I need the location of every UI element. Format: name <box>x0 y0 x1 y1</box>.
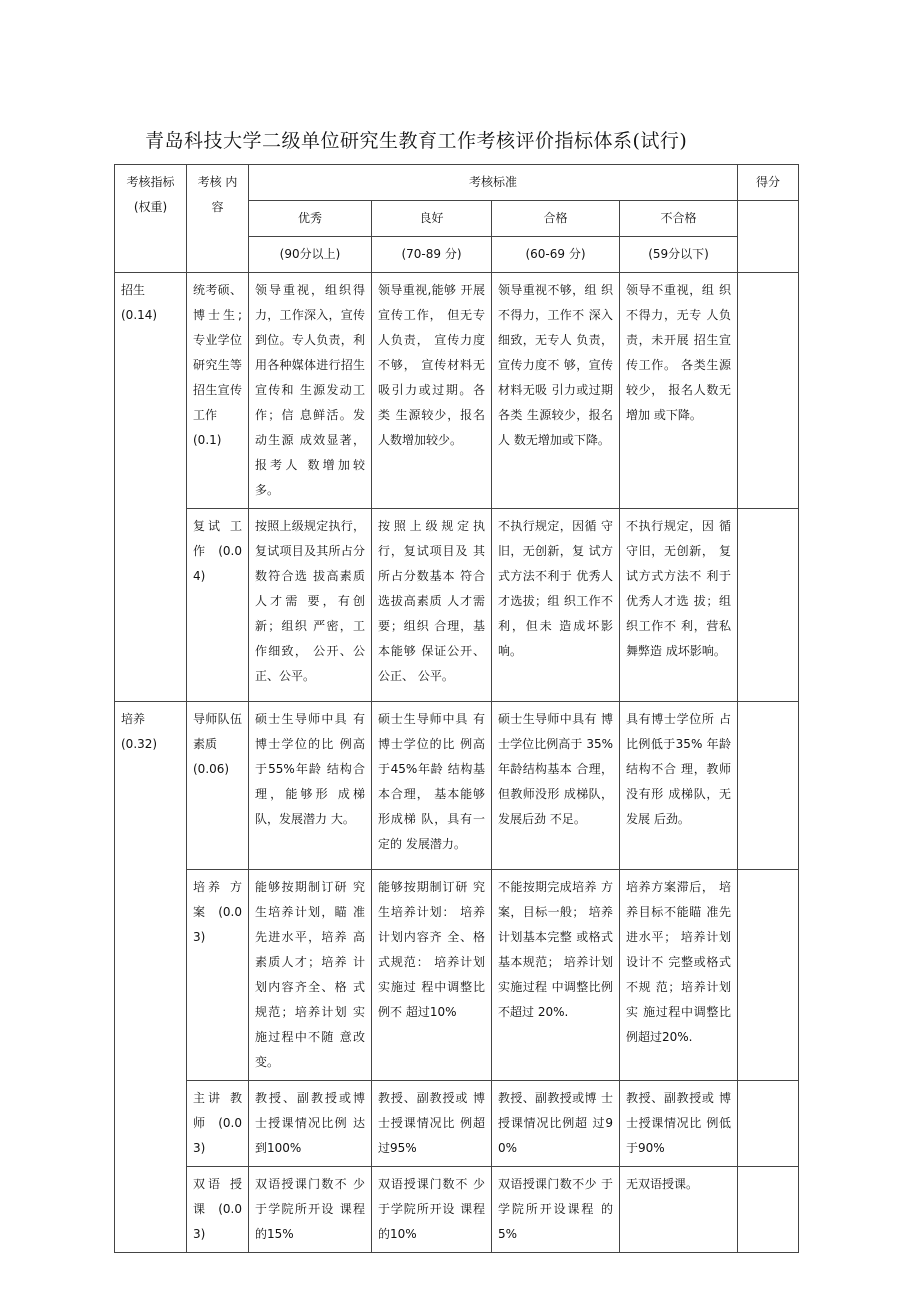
content-cell: 统考硕、博士生;专业学位研究生等招生宣传工作 (0.1) <box>187 273 249 509</box>
excellent-cell: 教授、副教授或博 士授课情况比例 达到100% <box>249 1081 372 1167</box>
header-content: 考核 内容 <box>187 165 249 273</box>
pass-cell: 不能按期完成培养 方案，目标一般； 培养计划基本完整 或格式基本规范； 培养计划实施过程 中调整比例不超过 20%. <box>492 870 620 1081</box>
good-cell: 教授、副教授或 博士授课情况比 例超过95% <box>372 1081 492 1167</box>
score-cell <box>738 702 799 870</box>
header-standard: 考核标准 <box>249 165 738 201</box>
score-cell <box>738 1167 799 1253</box>
fail-cell: 不执行规定，因 循守旧，无创新， 复试方式方法不 利于优秀人才选 拔；组织工作不 利，营私舞弊造 成坏影响。 <box>620 509 738 702</box>
score-cell <box>738 273 799 509</box>
excellent-cell: 硕士生导师中具 有博士学位的比 例高于55%年龄 结构合理，能够形 成梯队，发展潜力 大。 <box>249 702 372 870</box>
header-level-good: 良好 <box>372 201 492 237</box>
fail-cell: 领导不重视，组 织不得力，无专 人负责，未开展 招生宣传工作。 各类生源较少， 报名人数无增加 或下降。 <box>620 273 738 509</box>
indicator-cell: 招生 (0.14) <box>115 273 187 702</box>
header-range-pass: (60-69 分) <box>492 237 620 273</box>
table-row <box>115 1081 799 1167</box>
table-row <box>115 702 799 870</box>
score-cell <box>738 509 799 702</box>
fail-cell: 培养方案滞后， 培养目标不能瞄 准先进水平； 培养计划设计不 完整或格式不规 范；培养计划实 施过程中调整比 例超过20%. <box>620 870 738 1081</box>
excellent-cell: 领导重视，组织得力，工作深入，宣传到位。专人负责，利用各种媒体进行招生宣传和 生源发动工作；信 息鲜活。发动生源 成效显著，报考人 数增加较多。 <box>249 273 372 509</box>
good-cell: 按照上级规定执 行，复试项目及 其所占分数基本 符合选拔高素质 人才需要；组织 合理，基本能够 保证公开、公正、 公平。 <box>372 509 492 702</box>
score-header-blank <box>738 201 799 273</box>
good-cell: 领导重视,能够 开展宣传工作， 但无专人负责， 宣传力度不够， 宣传材料无吸引力或过期。各类 生源较少，报名 人数增加较少。 <box>372 273 492 509</box>
score-cell <box>738 1081 799 1167</box>
indicator-cell: 培养 (0.32) <box>115 702 187 1253</box>
good-cell: 双语授课门数不 少于学院所开设 课程的10% <box>372 1167 492 1253</box>
header-level-pass: 合格 <box>492 201 620 237</box>
good-cell: 硕士生导师中具 有博士学位的比 例高于45%年龄 结构基本合理， 基本能够形成梯 队，具有一定的 发展潜力。 <box>372 702 492 870</box>
header-level-excellent: 优秀 <box>249 201 372 237</box>
excellent-cell: 能够按期制订研 究生培养计划，瞄 准先进水平，培养 高素质人才；培养 计划内容齐全、格 式规范；培养计划 实施过程中不随 意改变。 <box>249 870 372 1081</box>
table-row <box>115 1167 799 1253</box>
header-range-excellent: (90分以上) <box>249 237 372 273</box>
header-range-fail: (59分以下) <box>620 237 738 273</box>
content-cell: 培养 方案 (0.03) <box>187 870 249 1081</box>
content-cell: 复试 工作 (0.04) <box>187 509 249 702</box>
header-indicator: 考核指标 (权重) <box>115 165 187 273</box>
pass-cell: 双语授课门数不少 于学院所开设课程 的5% <box>492 1167 620 1253</box>
table-row <box>115 509 799 702</box>
fail-cell: 教授、副教授或 博士授课情况比 例低于90% <box>620 1081 738 1167</box>
header-level-fail: 不合格 <box>620 201 738 237</box>
content-cell: 双语 授课 (0.03) <box>187 1167 249 1253</box>
table-row <box>115 870 799 1081</box>
fail-cell: 无双语授课。 <box>620 1167 738 1253</box>
excellent-cell: 双语授课门数不 少于学院所开设 课程的15% <box>249 1167 372 1253</box>
pass-cell: 不执行规定，因循 守旧，无创新，复 试方式方法不利于 优秀人才选拔；组 织工作不利，但未 造成坏影响。 <box>492 509 620 702</box>
header-range-good: (70-89 分) <box>372 237 492 273</box>
pass-cell: 领导重视不够，组 织不得力，工作不 深入细致，无专人 负责，宣传力度不 够，宣传材料无吸 引力或过期各类 生源较少，报名人 数无增加或下降。 <box>492 273 620 509</box>
evaluation-table <box>114 164 799 1253</box>
header-score: 得分 <box>738 165 799 201</box>
document-title: 青岛科技大学二级单位研究生教育工作考核评价指标体系(试行) <box>145 130 688 152</box>
table-row <box>115 273 799 509</box>
pass-cell: 硕士生导师中具有 博士学位比例高于 35%年龄结构基本 合理，但教师没形 成梯队，发展后劲 不足。 <box>492 702 620 870</box>
fail-cell: 具有博士学位所 占比例低于35% 年龄结构不合 理，教师没有形 成梯队，无发展 后劲。 <box>620 702 738 870</box>
pass-cell: 教授、副教授或博 士授课情况比例超 过90% <box>492 1081 620 1167</box>
excellent-cell: 按照上级规定执行，复试项目及其所占分数符合选 拔高素质人才需 要，有创新；组织 严密，工作细致， 公开、公正、公平。 <box>249 509 372 702</box>
content-cell: 主讲 教师 (0.03) <box>187 1081 249 1167</box>
content-cell: 导师队伍素质 (0.06) <box>187 702 249 870</box>
good-cell: 能够按期制订研 究生培养计划： 培养计划内容齐 全、格式规范： 培养计划实施过 程中调整比例不 超过10% <box>372 870 492 1081</box>
score-cell <box>738 870 799 1081</box>
